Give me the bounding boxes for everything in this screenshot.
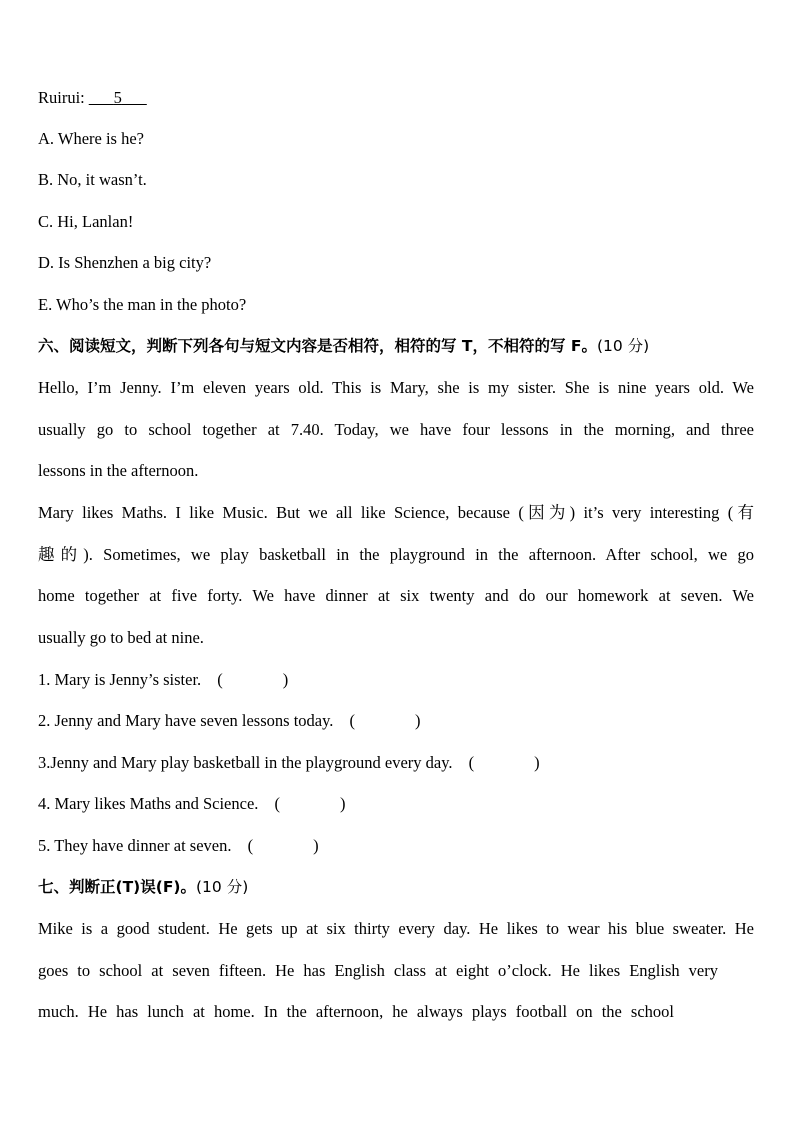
section7-passage-line-3: much. He has lunch at home. In the afternoon, he always plays football on the school [38,1002,674,1021]
paren-open: ( [349,711,356,730]
option-d: D. Is Shenzhen a big city? [38,253,212,272]
option-b: B. No, it wasn’t. [38,170,147,189]
paren-open: ( [217,670,223,689]
paren-close: ) [340,794,346,813]
section6-passage-line-5: 趣的). Sometimes, we play basketball in the playground in the afternoon. After school, we go [38,545,754,564]
question-2 [38,711,421,731]
paren-close: ) [534,753,540,772]
section6-passage-line-7: usually go to bed at nine. [38,628,204,647]
answer-value: 5 [113,88,122,107]
section7-score: (10 分) [196,878,249,896]
paren-close: ) [313,836,319,855]
ruirui-answer-line [38,88,147,108]
section6-title: 六、阅读短文，判断下列各句与短文内容是否相符，相符的写 T，不相符的写 F。 [38,337,597,355]
paren-open: ( [468,753,475,772]
question-4 [38,794,346,814]
speaker-label: Ruirui: [38,88,85,107]
paren-open: ( [274,794,281,813]
section7-passage-line-1: Mike is a good student. He gets up at six thirty every day. He likes to wear his blue sweater. He [38,919,754,938]
paren-open: ( [247,836,254,855]
section6-passage-line-2: usually go to school together at 7.40. Today, we have four lessons in the morning, and three [38,420,754,439]
paren-close: ) [415,711,421,730]
question-text: 5. They have dinner at seven. [38,836,232,855]
question-5 [38,836,319,856]
option-e: E. Who’s the man in the photo? [38,295,247,314]
question-text: 2. Jenny and Mary have seven lessons today. [38,711,334,730]
question-1 [38,670,288,690]
section7-heading [38,877,248,897]
blank-post: ___ [121,88,147,107]
paren-close: ) [282,670,289,689]
section6-passage-line-6: home together at five forty. We have dinner at six twenty and do our homework at seven. We [38,586,754,605]
section6-heading [38,336,649,356]
section7-title: 七、判断正(T)误(F)。 [38,878,196,896]
question-3 [38,753,540,773]
option-c: C. Hi, Lanlan! [38,212,134,231]
blank-pre: ___ [88,88,114,107]
section7-passage-line-2: goes to school at seven fifteen. He has English class at eight o’clock. He likes English very [38,961,718,980]
section6-passage-line-3: lessons in the afternoon. [38,461,199,480]
question-text: 4. Mary likes Maths and Science. [38,794,259,813]
question-text: 3.Jenny and Mary play basketball in the playground every day. [38,753,453,772]
section6-passage-line-4: Mary likes Maths. I like Music. But we all like Science, because (因为) it’s very interesting (有 [38,503,754,522]
option-a: A. Where is he? [38,129,144,148]
section6-passage-line-1: Hello, I’m Jenny. I’m eleven years old. This is Mary, she is my sister. She is nine years old. We [38,378,754,397]
section6-score: (10 分) [596,337,650,355]
answer-blank [89,88,147,108]
question-text: 1. Mary is Jenny’s sister. [38,670,202,689]
